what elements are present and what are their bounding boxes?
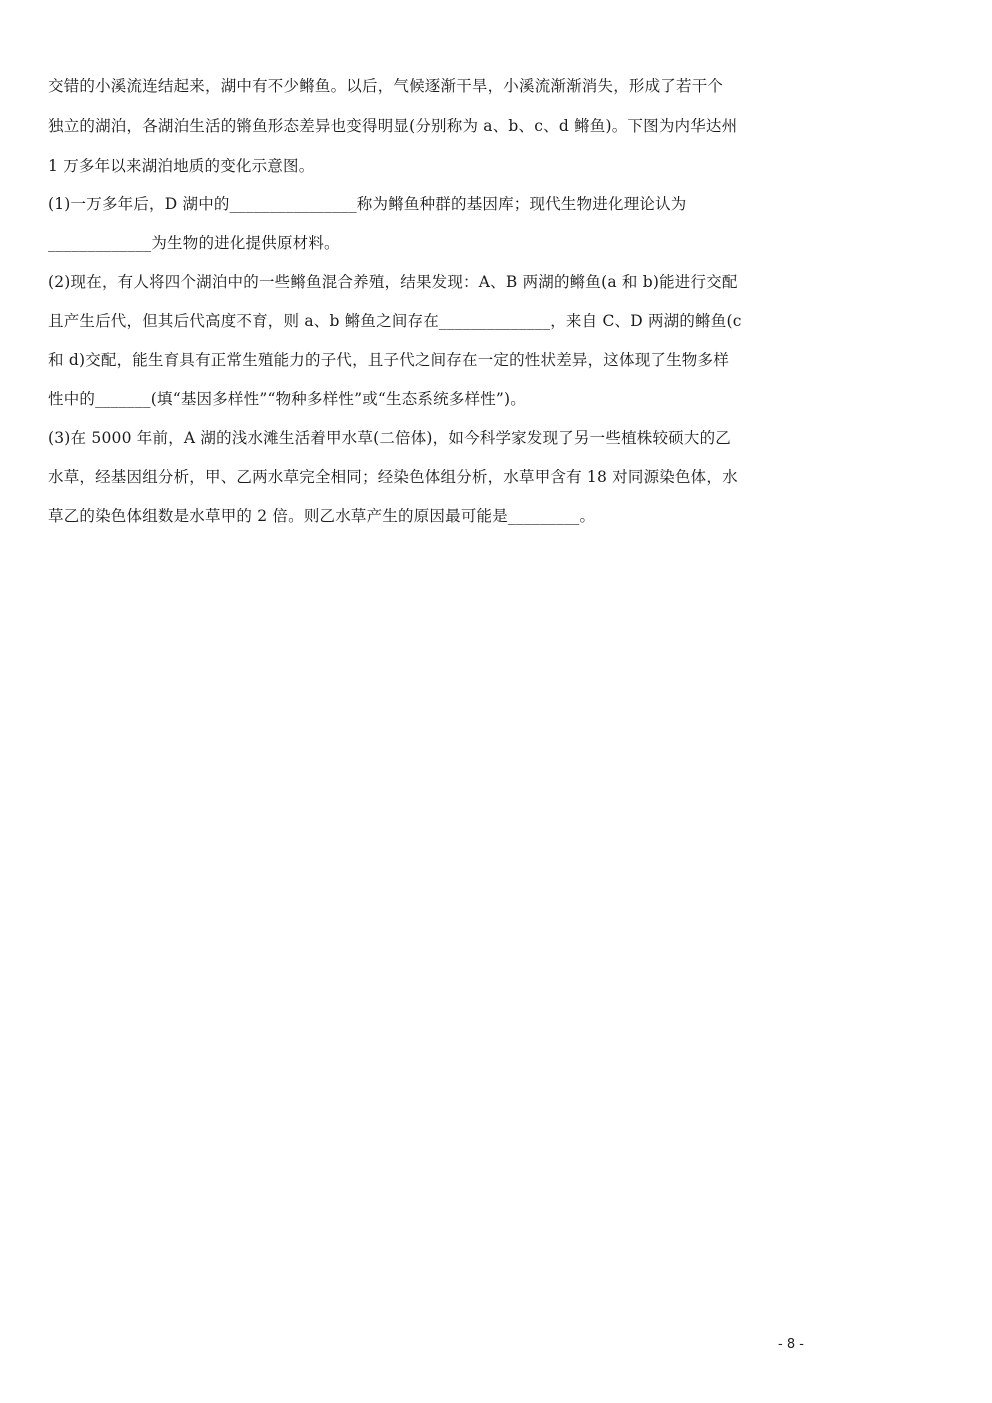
question-2-line-1: (2)现在，有人将四个湖泊中的一些鳉鱼混合养殖，结果发现：A、B 两湖的鳉鱼(a 和 b)能进行交配: [48, 273, 738, 291]
question-3-line-2: 水草，经基因组分析，甲、乙两水草完全相同；经染色体组分析，水草甲含有 18 对同源染色体，水: [48, 468, 738, 486]
question-3-line-1: (3)在 5000 年前，A 湖的浅水滩生活着甲水草(二倍体)，如今科学家发现了另一些植株较硕大的乙: [48, 429, 731, 447]
text-line-1: 交错的小溪流连结起来，湖中有不少鳉鱼。以后，气候逐渐干旱，小溪流渐渐消失，形成了若干个: [48, 77, 724, 95]
question-2-line-3: 和 d)交配，能生育具有正常生殖能力的子代，且子代之间存在一定的性状差异，这体现了生物多样: [48, 351, 729, 369]
question-3-line-3: 草乙的染色体组数是水草甲的 2 倍。则乙水草产生的原因最可能是_________。: [48, 507, 596, 525]
question-2-line-2: 且产生后代，但其后代高度不育，则 a、b 鳉鱼之间存在______________，来自 C、D 两湖的鳉鱼(c: [48, 312, 742, 330]
question-2-line-4: 性中的_______(填“基因多样性”“物种多样性”或“生态系统多样性”)。: [48, 390, 526, 408]
text-line-3: 1 万多年以来湖泊地质的变化示意图。: [48, 157, 315, 175]
question-1-line-1: (1)一万多年后，D 湖中的________________称为鳉鱼种群的基因库；现代生物进化理论认为: [48, 195, 687, 213]
text-line-2: 独立的湖泊，各湖泊生活的锵鱼形态差异也变得明显(分别称为 a、b、c、d 鳉鱼)。下图为内华达州: [48, 117, 738, 135]
page-number: - 8 -: [778, 1337, 804, 1352]
question-1-line-2: _____________为生物的进化提供原材料。: [48, 234, 340, 252]
